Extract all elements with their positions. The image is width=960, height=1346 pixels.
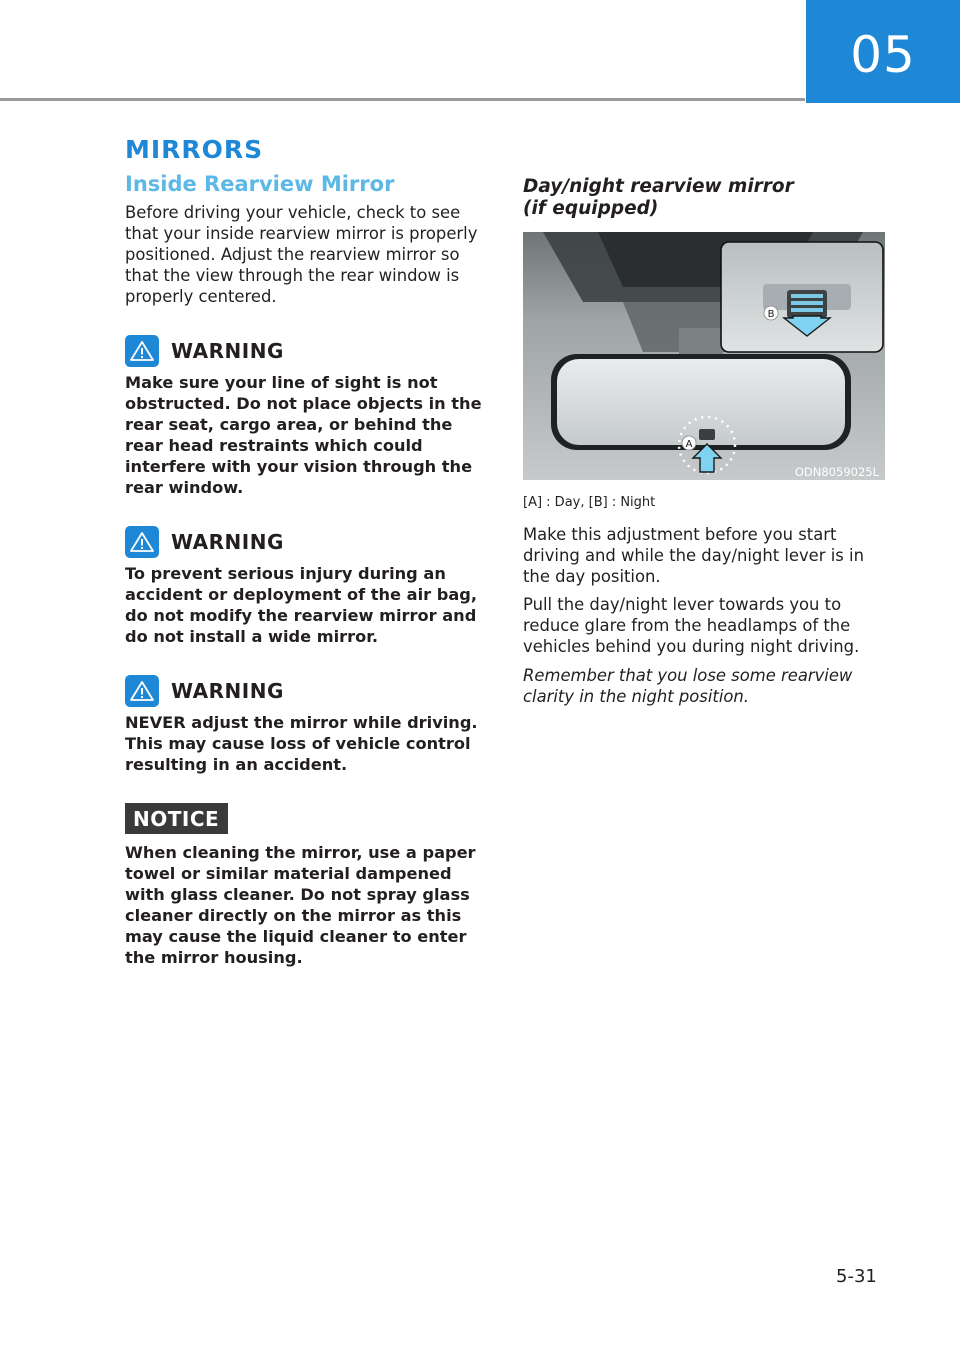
warning-header: [125, 675, 485, 707]
left-column: [125, 172, 485, 968]
warning-text: NEVER adjust the mirror while driving. This may cause loss of vehicle control resulting in an accident.: [125, 713, 478, 774]
day-night-heading-line2: (if equipped): [523, 198, 659, 219]
day-night-heading-line1: Day/night rearview mirror: [523, 176, 794, 197]
adjustment-paragraph: Make this adjustment before you start driving and while the day/night lever is in the day position.: [523, 525, 864, 586]
header-rule: [0, 98, 805, 101]
day-night-heading: [523, 176, 893, 220]
night-lever-paragraph: Pull the day/night lever towards you to reduce glare from the headlamps of the vehicles behind you during night driving.: [523, 595, 860, 656]
warning-text: To prevent serious injury during an accident or deployment of the air bag, do not modify the rearview mirror and do not install a wide mirror.: [125, 564, 477, 646]
right-column: [523, 172, 893, 707]
clarity-note: Remember that you lose some rearview clarity in the night position.: [523, 666, 853, 706]
inside-rearview-heading: Inside Rearview Mirror: [125, 172, 395, 196]
warning-triangle-icon: [125, 335, 159, 367]
mirror-illustration: [523, 232, 885, 480]
notice-badge: NOTICE: [125, 803, 228, 834]
warning-text: Make sure your line of sight is not obstructed. Do not place objects in the rear seat, cargo area, or behind the rear head restraints which could interfere with your vision through the rear window.: [125, 373, 482, 497]
chapter-number: 05: [850, 25, 916, 84]
figure-code: ODN8059025L: [794, 465, 879, 479]
warning-header: [125, 335, 485, 367]
page-number: 5-31: [836, 1266, 877, 1287]
label-b: B: [767, 309, 775, 320]
warning-block-3: [125, 675, 485, 775]
warning-label: WARNING: [171, 679, 284, 703]
label-a: A: [685, 439, 693, 450]
notice-text: When cleaning the mirror, use a paper towel or similar material dampened with glass cleaner. Do not spray glass cleaner directly on the mirror as this may cause the liquid cleaner to enter the mirror housing.: [125, 843, 476, 967]
chapter-tab: [806, 0, 960, 103]
section-title: MIRRORS: [125, 135, 264, 164]
intro-paragraph: Before driving your vehicle, check to see that your inside rearview mirror is properly positioned. Adjust the rearview mirror so that the view through the rear window is properly centered.: [125, 203, 478, 306]
warning-label: WARNING: [171, 339, 284, 363]
warning-header: [125, 526, 485, 558]
mirror-illustration-svg: [523, 232, 885, 480]
warning-label: WARNING: [171, 530, 284, 554]
warning-block-1: [125, 335, 485, 498]
warning-block-2: [125, 526, 485, 647]
figure-caption: [A] : Day, [B] : Night: [523, 495, 656, 510]
notice-block: [125, 803, 485, 968]
warning-triangle-icon: [125, 526, 159, 558]
warning-triangle-icon: [125, 675, 159, 707]
